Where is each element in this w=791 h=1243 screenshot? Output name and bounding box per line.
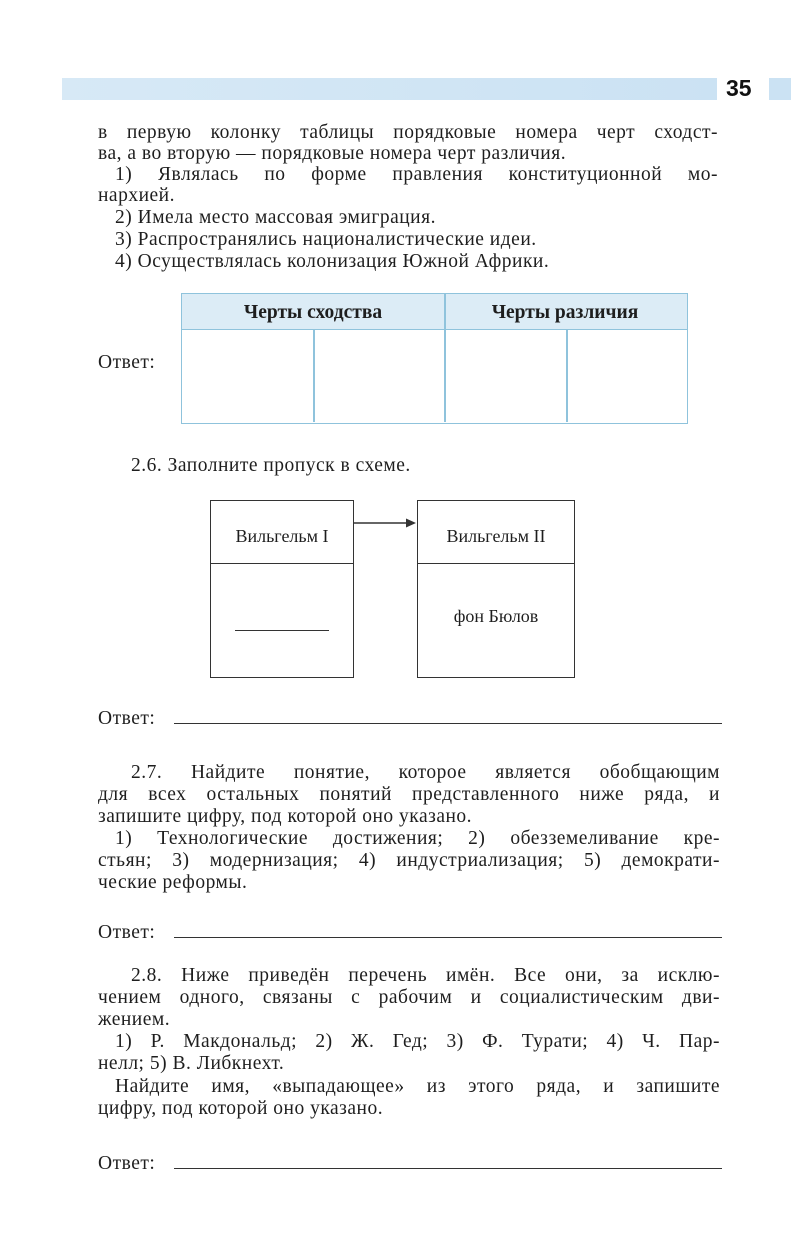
answer-table: [181, 293, 688, 424]
answer-label: Ответ:: [98, 708, 156, 729]
scheme-right-title: Вильгельм II: [418, 501, 574, 564]
scheme-right-value: фон Бюлов: [453, 606, 539, 626]
answer-label: Ответ:: [98, 922, 156, 943]
scheme-box-right: [417, 500, 575, 678]
text-line: стьян; 3) модернизация; 4) индустриализация; 5) демократи-: [98, 850, 720, 871]
answer-line[interactable]: [174, 723, 722, 724]
text-line: 2.7. Найдите понятие, которое является обобщающим: [131, 762, 720, 783]
answer-line[interactable]: [174, 937, 722, 938]
scheme-blank-line: [235, 630, 329, 631]
header-difference: Черты различия: [491, 302, 639, 323]
text-line: в первую колонку таблицы порядковые номера черт сходст-: [98, 122, 718, 143]
text-line: 1) Р. Макдональд; 2) Ж. Гед; 3) Ф. Турати; 4) Ч. Пар-: [115, 1031, 720, 1052]
text-line: 2) Имела место массовая эмиграция.: [115, 207, 436, 228]
text-line: жением.: [98, 1009, 171, 1030]
answer-cell[interactable]: [315, 331, 443, 421]
answer-label: Ответ:: [98, 352, 156, 373]
header-bar: [62, 78, 717, 100]
answer-line[interactable]: [174, 1168, 722, 1169]
header-similarity: Черты сходства: [243, 302, 383, 323]
page-number: 35: [726, 75, 752, 101]
text-line: ческие реформы.: [98, 872, 248, 893]
text-line: 3) Распространялись националистические идеи.: [115, 229, 537, 250]
text-line: нелл; 5) В. Либкнехт.: [98, 1053, 285, 1074]
header-bar-end: [769, 78, 791, 100]
text-line: чением одного, связаны с рабочим и социалистическим дви-: [98, 987, 720, 1008]
answer-label: Ответ:: [98, 1153, 156, 1174]
scheme-arrow: [354, 516, 418, 530]
scheme-left-title: Вильгельм I: [211, 501, 353, 564]
text-line: цифру, под которой оно указано.: [98, 1098, 384, 1119]
text-line: ва, а во вторую — порядковые номера черт различия.: [98, 143, 567, 164]
scheme-box-left: [210, 500, 354, 678]
answer-cell[interactable]: [568, 331, 686, 421]
task-2-6-prompt: 2.6. Заполните пропуск в схеме.: [131, 455, 411, 476]
scheme-left-body[interactable]: [211, 564, 353, 677]
text-line: 1) Технологические достижения; 2) обезземеливание кре-: [115, 828, 720, 849]
answer-table-header: [182, 294, 687, 330]
answer-cell[interactable]: [182, 331, 312, 421]
text-line: запишите цифру, под которой оно указано.: [98, 806, 473, 827]
text-line: 4) Осуществлялась колонизация Южной Африки.: [115, 251, 550, 272]
text-line: для всех остальных понятий представленного ниже ряда, и: [98, 784, 720, 805]
text-line: 1) Являлась по форме правления конституционной мо-: [115, 164, 718, 185]
text-line: нархией.: [98, 185, 175, 206]
answer-cell[interactable]: [446, 331, 565, 421]
scheme-right-body: [418, 564, 574, 677]
text-line: 2.8. Ниже приведён перечень имён. Все они, за исклю-: [131, 965, 720, 986]
text-line: Найдите имя, «выпадающее» из этого ряда, и запишите: [115, 1076, 720, 1097]
